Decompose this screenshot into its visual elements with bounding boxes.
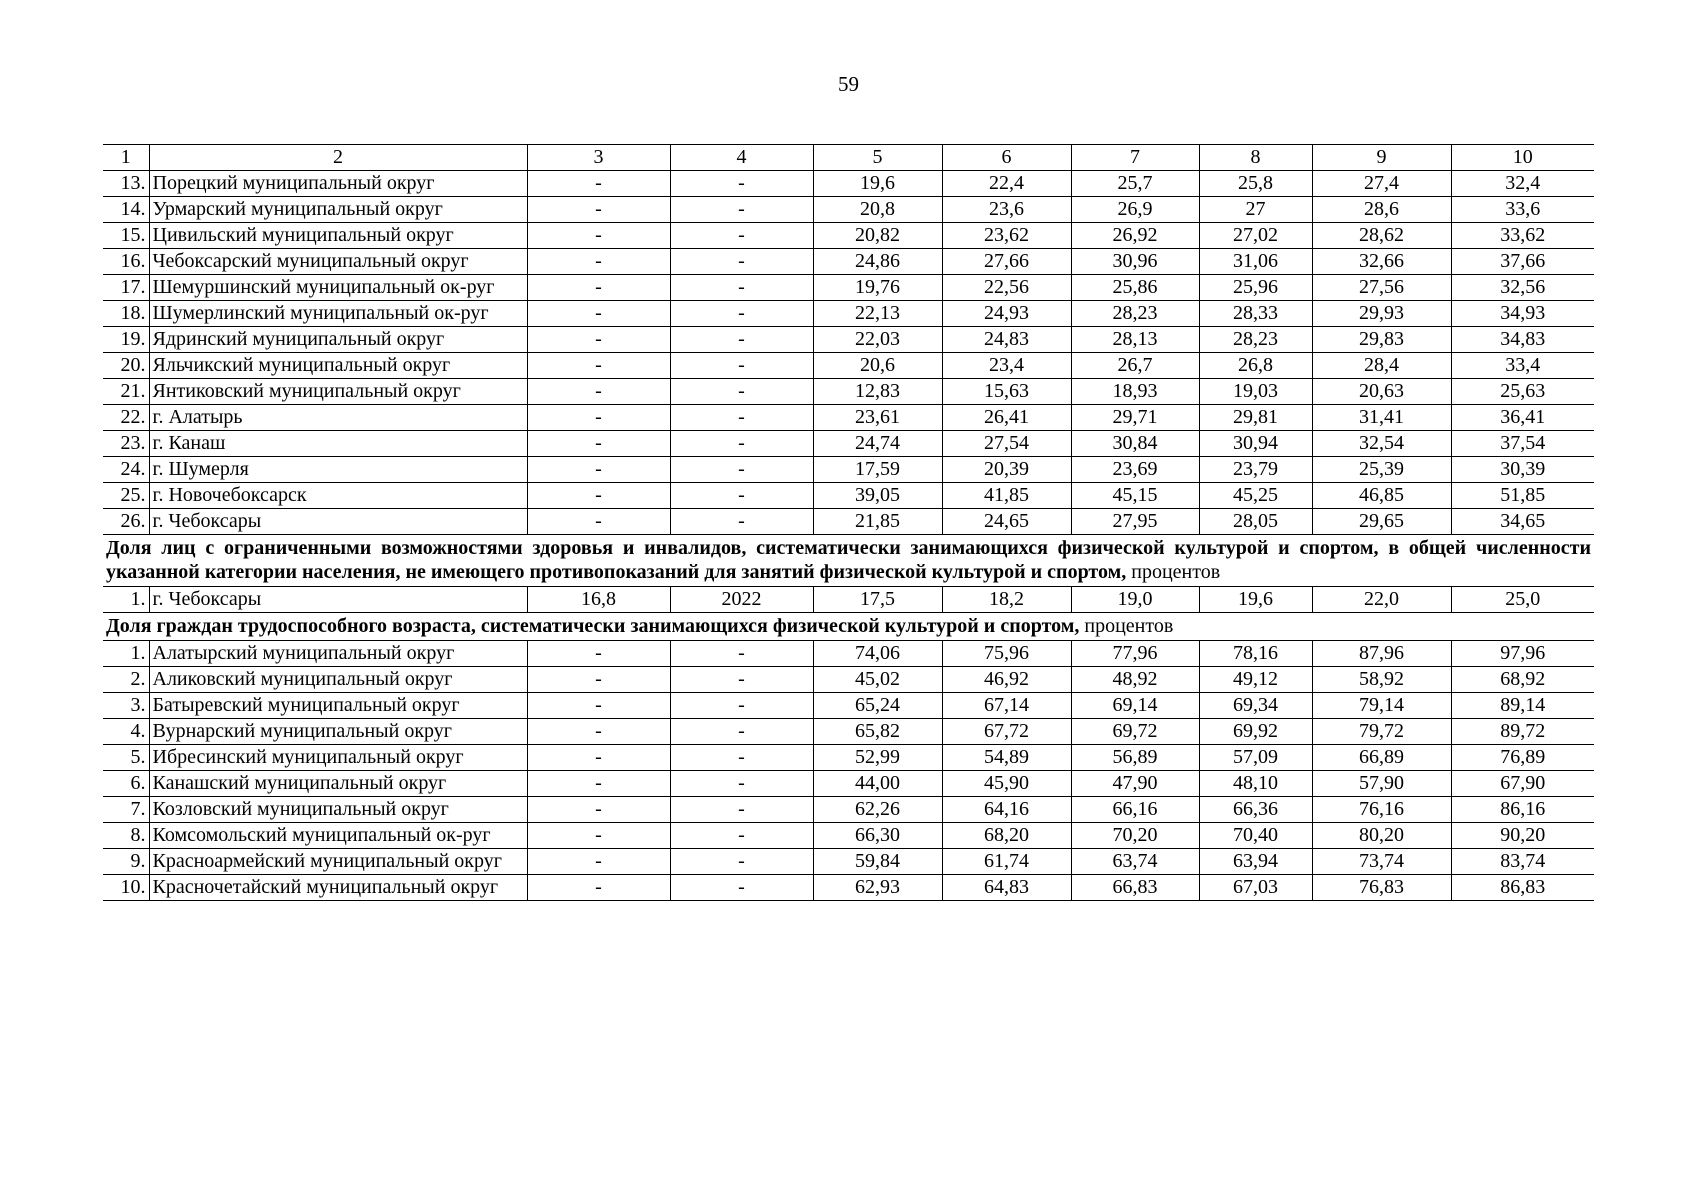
target-value-cell: 20,82 — [813, 223, 942, 249]
target-value-cell: 32,56 — [1451, 275, 1594, 301]
target-value-cell: 86,83 — [1451, 875, 1594, 901]
page-number: 59 — [838, 72, 859, 96]
base-value-cell: - — [527, 667, 670, 693]
column-number-cell: 7 — [1071, 145, 1199, 171]
target-value-cell: 79,72 — [1312, 719, 1451, 745]
row-number-cell: 13. — [103, 171, 149, 197]
base-year-cell: - — [670, 353, 813, 379]
row-number-cell: 8. — [103, 823, 149, 849]
row-number-cell: 2. — [103, 667, 149, 693]
target-value-cell: 80,20 — [1312, 823, 1451, 849]
row-number-cell: 19. — [103, 327, 149, 353]
target-value-cell: 34,93 — [1451, 301, 1594, 327]
target-value-cell: 67,90 — [1451, 771, 1594, 797]
municipality-name-cell: Вурнарский муниципальный округ — [149, 719, 527, 745]
row-number-cell: 20. — [103, 353, 149, 379]
target-value-cell: 33,62 — [1451, 223, 1594, 249]
municipality-name-cell: Комсомольский муниципальный ок-руг — [149, 823, 527, 849]
target-value-cell: 22,03 — [813, 327, 942, 353]
target-value-cell: 69,92 — [1199, 719, 1312, 745]
target-value-cell: 19,6 — [1199, 587, 1312, 613]
column-number-cell: 3 — [527, 145, 670, 171]
base-value-cell: - — [527, 275, 670, 301]
target-value-cell: 26,41 — [942, 405, 1071, 431]
target-value-cell: 73,74 — [1312, 849, 1451, 875]
base-year-cell: - — [670, 249, 813, 275]
target-value-cell: 90,20 — [1451, 823, 1594, 849]
base-year-cell: - — [670, 223, 813, 249]
municipality-name-cell: Канашский муниципальный округ — [149, 771, 527, 797]
target-value-cell: 20,39 — [942, 457, 1071, 483]
indicators-table — [103, 144, 1594, 901]
base-year-cell: - — [670, 483, 813, 509]
target-value-cell: 27,4 — [1312, 171, 1451, 197]
target-value-cell: 67,72 — [942, 719, 1071, 745]
column-number-row — [103, 145, 1594, 171]
municipality-name-cell: Ядринский муниципальный округ — [149, 327, 527, 353]
base-year-cell: - — [670, 275, 813, 301]
base-value-cell: - — [527, 693, 670, 719]
target-value-cell: 29,65 — [1312, 509, 1451, 535]
target-value-cell: 66,30 — [813, 823, 942, 849]
target-value-cell: 27,66 — [942, 249, 1071, 275]
target-value-cell: 28,6 — [1312, 197, 1451, 223]
target-value-cell: 22,0 — [1312, 587, 1451, 613]
municipality-name-cell: г. Чебоксары — [149, 509, 527, 535]
table-row — [103, 327, 1594, 353]
target-value-cell: 30,39 — [1451, 457, 1594, 483]
target-value-cell: 23,6 — [942, 197, 1071, 223]
target-value-cell: 34,83 — [1451, 327, 1594, 353]
row-number-cell: 5. — [103, 745, 149, 771]
municipality-name-cell: Шумерлинский муниципальный ок-руг — [149, 301, 527, 327]
target-value-cell: 19,76 — [813, 275, 942, 301]
row-number-cell: 14. — [103, 197, 149, 223]
target-value-cell: 58,92 — [1312, 667, 1451, 693]
column-number-cell: 5 — [813, 145, 942, 171]
row-number-cell: 18. — [103, 301, 149, 327]
target-value-cell: 31,41 — [1312, 405, 1451, 431]
target-value-cell: 61,74 — [942, 849, 1071, 875]
target-value-cell: 17,59 — [813, 457, 942, 483]
target-value-cell: 26,8 — [1199, 353, 1312, 379]
target-value-cell: 45,15 — [1071, 483, 1199, 509]
row-number-cell: 26. — [103, 509, 149, 535]
table-row — [103, 483, 1594, 509]
target-value-cell: 45,02 — [813, 667, 942, 693]
target-value-cell: 29,93 — [1312, 301, 1451, 327]
column-number-cell: 1 — [103, 145, 149, 171]
municipality-name-cell: Козловский муниципальный округ — [149, 797, 527, 823]
target-value-cell: 28,4 — [1312, 353, 1451, 379]
target-value-cell: 26,9 — [1071, 197, 1199, 223]
target-value-cell: 25,86 — [1071, 275, 1199, 301]
base-value-cell: - — [527, 327, 670, 353]
row-number-cell: 10. — [103, 875, 149, 901]
target-value-cell: 32,54 — [1312, 431, 1451, 457]
table-row — [103, 249, 1594, 275]
target-value-cell: 70,20 — [1071, 823, 1199, 849]
target-value-cell: 22,56 — [942, 275, 1071, 301]
target-value-cell: 69,14 — [1071, 693, 1199, 719]
target-value-cell: 62,93 — [813, 875, 942, 901]
target-value-cell: 20,8 — [813, 197, 942, 223]
base-value-cell: - — [527, 719, 670, 745]
municipality-name-cell: Красночетайский муниципальный округ — [149, 875, 527, 901]
row-number-cell: 4. — [103, 719, 149, 745]
base-year-cell: - — [670, 197, 813, 223]
base-value-cell: - — [527, 823, 670, 849]
target-value-cell: 65,24 — [813, 693, 942, 719]
base-value-cell: - — [527, 405, 670, 431]
row-number-cell: 22. — [103, 405, 149, 431]
base-year-cell: - — [670, 771, 813, 797]
row-number-cell: 23. — [103, 431, 149, 457]
target-value-cell: 23,4 — [942, 353, 1071, 379]
row-number-cell: 15. — [103, 223, 149, 249]
target-value-cell: 28,23 — [1071, 301, 1199, 327]
target-value-cell: 89,72 — [1451, 719, 1594, 745]
target-value-cell: 66,83 — [1071, 875, 1199, 901]
target-value-cell: 19,6 — [813, 171, 942, 197]
target-value-cell: 44,00 — [813, 771, 942, 797]
target-value-cell: 17,5 — [813, 587, 942, 613]
municipality-name-cell: Красноармейский муниципальный округ — [149, 849, 527, 875]
base-year-cell: - — [670, 719, 813, 745]
base-value-cell: - — [527, 509, 670, 535]
target-value-cell: 76,83 — [1312, 875, 1451, 901]
base-year-cell: - — [670, 745, 813, 771]
base-value-cell: - — [527, 797, 670, 823]
row-number-cell: 6. — [103, 771, 149, 797]
base-value-cell: - — [527, 353, 670, 379]
municipality-name-cell: Аликовский муниципальный округ — [149, 667, 527, 693]
column-number-cell: 4 — [670, 145, 813, 171]
base-value-cell: - — [527, 745, 670, 771]
target-value-cell: 36,41 — [1451, 405, 1594, 431]
target-value-cell: 57,09 — [1199, 745, 1312, 771]
target-value-cell: 20,63 — [1312, 379, 1451, 405]
column-number-cell: 8 — [1199, 145, 1312, 171]
base-value-cell: - — [527, 431, 670, 457]
table-row — [103, 405, 1594, 431]
target-value-cell: 24,83 — [942, 327, 1071, 353]
municipality-name-cell: Ибресинский муниципальный округ — [149, 745, 527, 771]
target-value-cell: 76,16 — [1312, 797, 1451, 823]
table-row — [103, 667, 1594, 693]
table-row — [103, 771, 1594, 797]
row-number-cell: 7. — [103, 797, 149, 823]
base-value-cell: - — [527, 171, 670, 197]
indicator-title: Доля граждан трудоспособного возраста, систематически занимающихся физической культурой и спортом, — [106, 615, 1080, 637]
target-value-cell: 29,83 — [1312, 327, 1451, 353]
table-row — [103, 353, 1594, 379]
target-value-cell: 46,85 — [1312, 483, 1451, 509]
target-value-cell: 97,96 — [1451, 641, 1594, 667]
municipality-name-cell: Урмарский муниципальный округ — [149, 197, 527, 223]
target-value-cell: 27,02 — [1199, 223, 1312, 249]
table-row — [103, 431, 1594, 457]
base-value-cell: - — [527, 379, 670, 405]
base-year-cell: - — [670, 509, 813, 535]
target-value-cell: 66,89 — [1312, 745, 1451, 771]
target-value-cell: 66,16 — [1071, 797, 1199, 823]
target-value-cell: 68,20 — [942, 823, 1071, 849]
target-value-cell: 24,65 — [942, 509, 1071, 535]
target-value-cell: 25,0 — [1451, 587, 1594, 613]
target-value-cell: 29,71 — [1071, 405, 1199, 431]
target-value-cell: 28,33 — [1199, 301, 1312, 327]
table-row — [103, 379, 1594, 405]
target-value-cell: 75,96 — [942, 641, 1071, 667]
target-value-cell: 15,63 — [942, 379, 1071, 405]
municipality-name-cell: Алатырский муниципальный округ — [149, 641, 527, 667]
row-number-cell: 16. — [103, 249, 149, 275]
base-year-cell: - — [670, 431, 813, 457]
target-value-cell: 18,2 — [942, 587, 1071, 613]
municipality-name-cell: Чебоксарский муниципальный округ — [149, 249, 527, 275]
base-value-cell: - — [527, 641, 670, 667]
row-number-cell: 17. — [103, 275, 149, 301]
table-row — [103, 171, 1594, 197]
municipality-name-cell: г. Шумерля — [149, 457, 527, 483]
target-value-cell: 37,66 — [1451, 249, 1594, 275]
indicator-heading-cell — [103, 535, 1594, 587]
base-year-cell: - — [670, 849, 813, 875]
target-value-cell: 27,95 — [1071, 509, 1199, 535]
target-value-cell: 48,10 — [1199, 771, 1312, 797]
municipality-name-cell: г. Алатырь — [149, 405, 527, 431]
table-row — [103, 275, 1594, 301]
target-value-cell: 31,06 — [1199, 249, 1312, 275]
municipality-name-cell: г. Канаш — [149, 431, 527, 457]
target-value-cell: 26,7 — [1071, 353, 1199, 379]
base-value-cell: - — [527, 457, 670, 483]
table-row — [103, 693, 1594, 719]
target-value-cell: 47,90 — [1071, 771, 1199, 797]
target-value-cell: 24,93 — [942, 301, 1071, 327]
target-value-cell: 23,61 — [813, 405, 942, 431]
base-year-cell: - — [670, 641, 813, 667]
target-value-cell: 33,4 — [1451, 353, 1594, 379]
table-row — [103, 875, 1594, 901]
target-value-cell: 46,92 — [942, 667, 1071, 693]
target-value-cell: 28,23 — [1199, 327, 1312, 353]
municipality-name-cell: Порецкий муниципальный округ — [149, 171, 527, 197]
base-value-cell: 16,8 — [527, 587, 670, 613]
target-value-cell: 26,92 — [1071, 223, 1199, 249]
target-value-cell: 20,6 — [813, 353, 942, 379]
base-year-cell: - — [670, 797, 813, 823]
target-value-cell: 22,13 — [813, 301, 942, 327]
indicator-unit: процентов — [1079, 615, 1174, 637]
target-value-cell: 21,85 — [813, 509, 942, 535]
indicator-title: Доля лиц с ограниченными возможностями здоровья и инвалидов, систематически занимающихся физической культурой и спортом, в общей численности указанной категории населения, не имеющего противопоказаний для занятий физической культурой и спортом, — [106, 537, 1591, 583]
target-value-cell: 25,63 — [1451, 379, 1594, 405]
base-year-cell: - — [670, 693, 813, 719]
row-number-cell: 1. — [103, 587, 149, 613]
target-value-cell: 52,99 — [813, 745, 942, 771]
target-value-cell: 62,26 — [813, 797, 942, 823]
target-value-cell: 49,12 — [1199, 667, 1312, 693]
target-value-cell: 78,16 — [1199, 641, 1312, 667]
table-row — [103, 719, 1594, 745]
row-number-cell: 9. — [103, 849, 149, 875]
target-value-cell: 34,65 — [1451, 509, 1594, 535]
municipality-name-cell: г. Новочебоксарск — [149, 483, 527, 509]
target-value-cell: 19,0 — [1071, 587, 1199, 613]
municipality-name-cell: Цивильский муниципальный округ — [149, 223, 527, 249]
target-value-cell: 69,34 — [1199, 693, 1312, 719]
base-value-cell: - — [527, 249, 670, 275]
target-value-cell: 65,82 — [813, 719, 942, 745]
base-year-cell: - — [670, 327, 813, 353]
target-value-cell: 32,66 — [1312, 249, 1451, 275]
row-number-cell: 21. — [103, 379, 149, 405]
target-value-cell: 30,94 — [1199, 431, 1312, 457]
base-year-cell: - — [670, 171, 813, 197]
indicator-unit: процентов — [1126, 561, 1221, 583]
row-number-cell: 3. — [103, 693, 149, 719]
table-row — [103, 641, 1594, 667]
target-value-cell: 28,62 — [1312, 223, 1451, 249]
target-value-cell: 25,7 — [1071, 171, 1199, 197]
base-year-cell: - — [670, 301, 813, 327]
row-number-cell: 24. — [103, 457, 149, 483]
base-value-cell: - — [527, 197, 670, 223]
base-year-cell: - — [670, 823, 813, 849]
table-row — [103, 197, 1594, 223]
indicator-heading-row — [103, 613, 1594, 641]
target-value-cell: 64,83 — [942, 875, 1071, 901]
base-year-cell: - — [670, 379, 813, 405]
target-value-cell: 79,14 — [1312, 693, 1451, 719]
target-value-cell: 70,40 — [1199, 823, 1312, 849]
target-value-cell: 29,81 — [1199, 405, 1312, 431]
target-value-cell: 66,36 — [1199, 797, 1312, 823]
row-number-cell: 1. — [103, 641, 149, 667]
column-number-cell: 6 — [942, 145, 1071, 171]
target-value-cell: 22,4 — [942, 171, 1071, 197]
target-value-cell: 86,16 — [1451, 797, 1594, 823]
target-value-cell: 67,14 — [942, 693, 1071, 719]
target-value-cell: 59,84 — [813, 849, 942, 875]
target-value-cell: 24,74 — [813, 431, 942, 457]
target-value-cell: 63,94 — [1199, 849, 1312, 875]
base-value-cell: - — [527, 875, 670, 901]
base-value-cell: - — [527, 849, 670, 875]
table-row — [103, 301, 1594, 327]
table-row — [103, 797, 1594, 823]
target-value-cell: 45,25 — [1199, 483, 1312, 509]
municipality-name-cell: Шемуршинский муниципальный ок-руг — [149, 275, 527, 301]
table-row — [103, 223, 1594, 249]
target-value-cell: 45,90 — [942, 771, 1071, 797]
column-number-cell: 9 — [1312, 145, 1451, 171]
target-value-cell: 51,85 — [1451, 483, 1594, 509]
target-value-cell: 23,69 — [1071, 457, 1199, 483]
target-value-cell: 57,90 — [1312, 771, 1451, 797]
target-value-cell: 28,05 — [1199, 509, 1312, 535]
target-value-cell: 48,92 — [1071, 667, 1199, 693]
target-value-cell: 76,89 — [1451, 745, 1594, 771]
base-value-cell: - — [527, 483, 670, 509]
base-year-cell: 2022 — [670, 587, 813, 613]
target-value-cell: 64,16 — [942, 797, 1071, 823]
base-value-cell: - — [527, 771, 670, 797]
target-value-cell: 32,4 — [1451, 171, 1594, 197]
target-value-cell: 63,74 — [1071, 849, 1199, 875]
column-number-cell: 2 — [149, 145, 527, 171]
target-value-cell: 54,89 — [942, 745, 1071, 771]
target-value-cell: 12,83 — [813, 379, 942, 405]
column-number-cell: 10 — [1451, 145, 1594, 171]
target-value-cell: 56,89 — [1071, 745, 1199, 771]
base-year-cell: - — [670, 405, 813, 431]
target-value-cell: 27 — [1199, 197, 1312, 223]
target-value-cell: 87,96 — [1312, 641, 1451, 667]
table-row — [103, 457, 1594, 483]
target-value-cell: 28,13 — [1071, 327, 1199, 353]
target-value-cell: 39,05 — [813, 483, 942, 509]
target-value-cell: 18,93 — [1071, 379, 1199, 405]
target-value-cell: 27,56 — [1312, 275, 1451, 301]
target-value-cell: 27,54 — [942, 431, 1071, 457]
target-value-cell: 24,86 — [813, 249, 942, 275]
target-value-cell: 25,39 — [1312, 457, 1451, 483]
indicator-heading-row — [103, 535, 1594, 587]
table-row — [103, 849, 1594, 875]
target-value-cell: 89,14 — [1451, 693, 1594, 719]
indicator-heading-cell — [103, 613, 1594, 641]
target-value-cell: 83,74 — [1451, 849, 1594, 875]
base-value-cell: - — [527, 223, 670, 249]
municipality-name-cell: г. Чебоксары — [149, 587, 527, 613]
target-value-cell: 69,72 — [1071, 719, 1199, 745]
target-value-cell: 37,54 — [1451, 431, 1594, 457]
table-row — [103, 587, 1594, 613]
base-year-cell: - — [670, 875, 813, 901]
municipality-name-cell: Батыревский муниципальный округ — [149, 693, 527, 719]
table-row — [103, 509, 1594, 535]
target-value-cell: 30,96 — [1071, 249, 1199, 275]
target-value-cell: 30,84 — [1071, 431, 1199, 457]
target-value-cell: 25,8 — [1199, 171, 1312, 197]
table-row — [103, 823, 1594, 849]
target-value-cell: 67,03 — [1199, 875, 1312, 901]
base-year-cell: - — [670, 667, 813, 693]
target-value-cell: 25,96 — [1199, 275, 1312, 301]
base-year-cell: - — [670, 457, 813, 483]
target-value-cell: 77,96 — [1071, 641, 1199, 667]
target-value-cell: 41,85 — [942, 483, 1071, 509]
base-value-cell: - — [527, 301, 670, 327]
target-value-cell: 23,79 — [1199, 457, 1312, 483]
municipality-name-cell: Яльчикский муниципальный округ — [149, 353, 527, 379]
target-value-cell: 19,03 — [1199, 379, 1312, 405]
target-value-cell: 23,62 — [942, 223, 1071, 249]
target-value-cell: 33,6 — [1451, 197, 1594, 223]
row-number-cell: 25. — [103, 483, 149, 509]
municipality-name-cell: Янтиковский муниципальный округ — [149, 379, 527, 405]
table-row — [103, 745, 1594, 771]
target-value-cell: 74,06 — [813, 641, 942, 667]
target-value-cell: 68,92 — [1451, 667, 1594, 693]
